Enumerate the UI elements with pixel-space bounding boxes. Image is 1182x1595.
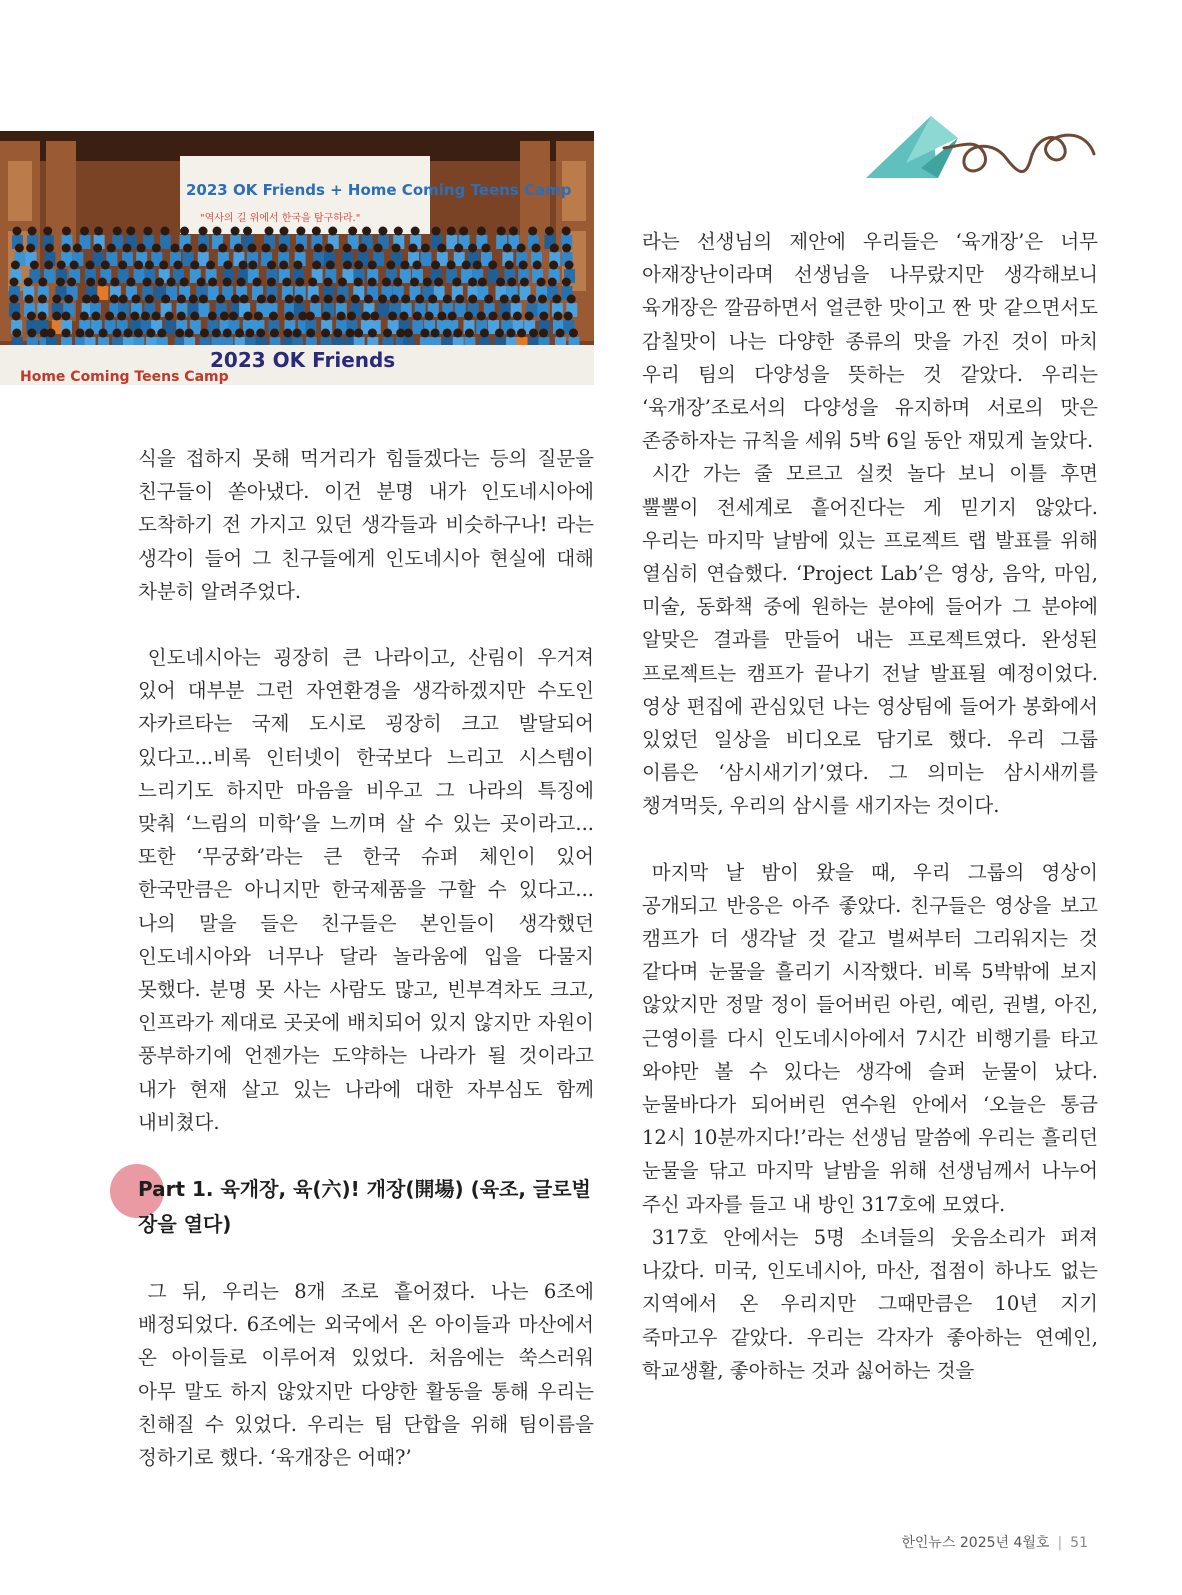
right-column [642,225,1098,1387]
camp-group-photo [0,131,594,385]
decoration-group [866,108,1096,203]
swirl-line-icon [944,135,1094,171]
right-paragraph-4: 317호 안에서는 5명 소녀들의 웃음소리가 퍼져 나갔다. 미국, 인도네시아, 마산, 접점이 하나도 없는 지역에서 온 우리지만 그때만큼은 10년 지기 죽마고우 같았다. 우리는 각자가 좋아하는 연예인, 학교생활, 좋아하는 것과 싫어하는 것을 [642,1225,1098,1382]
left-paragraph-3: 그 뒤, 우리는 8개 조로 흩어졌다. 나는 6조에 배정되었다. 6조에는 외국에서 온 아이들과 마산에서 온 아이들로 이루어져 있었다. 처음에는 쑥스러워 아무 말도 하지 않았지만 다양한 활동을 통해 우리는 친해질 수 있었다. 우리는 팀 단합을 위해 팀이름을 정하기로 했다. ‘육개장은 어때?’ [138,1280,594,1470]
floor-banner-title: 2023 OK Friends [210,348,396,372]
stage-banner-title: 2023 OK Friends + Home Coming Teens Camp [186,181,572,199]
section-heading-text: Part 1. 육개장, 육(六)! 개장(開場) (육조, 글로벌장을 열다) [138,1177,591,1237]
page-footer: 한인뉴스 2025년 4월호 | 51 [901,1535,1088,1551]
left-paragraph-1: 식을 접하지 못해 먹거리가 힘들겠다는 등의 질문을 친구들이 쏟아냈다. 이건 분명 내가 인도네시아에 도착하기 전 가지고 있던 생각들과 비슷하구나! 라는 생각이 들어 그 친구들에게 인도네시아 현실에 대해 차분히 알려주었다. [138,447,594,603]
stage-banner-slogan: "역사의 길 위에서 한국을 탐구하라." [200,213,361,224]
left-column [138,442,594,1474]
page-number: 51 [1070,1535,1088,1551]
right-paragraph-3: 마지막 날 밤이 왔을 때, 우리 그룹의 영상이 공개되고 반응은 아주 좋았다. 친구들은 영상을 보고 캠프가 더 생각날 것 같고 벌써부터 그리워지는 것 같다며 눈물을 흘리기 시작했다. 비록 5박밖에 보지 않았지만 정말 정이 들어버린 아린, 예린, 권별, 아진, 근영이를 다시 인도네시아에서 7시간 비행기를 타고 와야만 볼 수 있다는 생각에 슬퍼 눈물이 났다. 눈물바다가 되어버린 연수원 안에서 ‘오늘은 통금 12시 10분까지다!’라는 선생님 말씀에 우리는 흘리던 눈물을 닦고 마지막 날밤을 위해 선생님께서 나누어 주신 과자를 들고 내 방인 317호에 모였다. [642,860,1098,1216]
publication-name: 한인뉴스 2025년 4월호 [901,1535,1050,1551]
section-heading [138,1172,594,1242]
right-paragraph-2: 시간 가는 줄 모르고 실컷 놀다 보니 이틀 후면 뿔뿔이 전세계로 흩어진다는 게 믿기지 않았다. 우리는 마지막 날밤에 있는 프로젝트 랩 발표를 위해 열심히 연습했다. ‘Project Lab’은 영상, 음악, 마임, 미술, 동화책 중에 원하는 분야에 들어가 그 분야에 알맞은 결과를 만들어 내는 프로젝트였다. 완성된 프로젝트는 캠프가 끝나기 전날 발표될 예정이었다. 영상 편집에 관심있던 나는 영상팀에 들어가 봉화에서 있었던 일상을 비디오로 담기로 했다. 우리 그룹 이름은 ‘삼시새기기’였다. 그 의미는 삼시새끼를 챙겨먹듯, 우리의 삼시를 새기자는 것이다. [642,462,1098,818]
floor-banner-subtitle: Home Coming Teens Camp [20,369,229,385]
left-paragraph-2: 인도네시아는 굉장히 큰 나라이고, 산림이 우거져 있어 대부분 그런 자연환경을 생각하겠지만 수도인 자카르타는 국제 도시로 굉장히 크고 발달되어 있다고...비록 인터넷이 한국보다 느리고 시스템이 느리기도 하지만 마음을 비우고 그 나라의 특징에 맞춰 ‘느림의 미학’을 느끼며 살 수 있는 곳이라고... 또한 ‘무궁화’라는 큰 한국 슈퍼 체인이 있어 한국만큼은 아니지만 한국제품을 구할 수 있다고... 나의 말을 들은 친구들은 본인들이 생각했던 인도네시아와 너무나 달라 놀라움에 입을 다물지 못했다. 분명 못 사는 사람도 많고, 빈부격차도 크고, 인프라가 제대로 곳곳에 배치되어 있지 않지만 자원이 풍부하기에 언젠가는 도약하는 나라가 될 것이라고 내가 현재 살고 있는 나라에 대한 자부심도 함께 내비쳤다. [138,646,594,1134]
right-paragraph-1: 라는 선생님의 제안에 우리들은 ‘육개장’은 너무 아재장난이라며 선생님을 나무랐지만 생각해보니 육개장은 깔끔하면서 얼큰한 맛이고 짠 맛 같으면서도 감칠맛이 나는 다양한 종류의 맛을 가진 것이 마치 우리 팀의 다양성을 뜻하는 것 같았다. 우리는 ‘육개장’조로서의 다양성을 유지하며 서로의 맛은 존중하자는 규칙을 세워 5박 6일 동안 재밌게 놀았다. [642,230,1098,453]
